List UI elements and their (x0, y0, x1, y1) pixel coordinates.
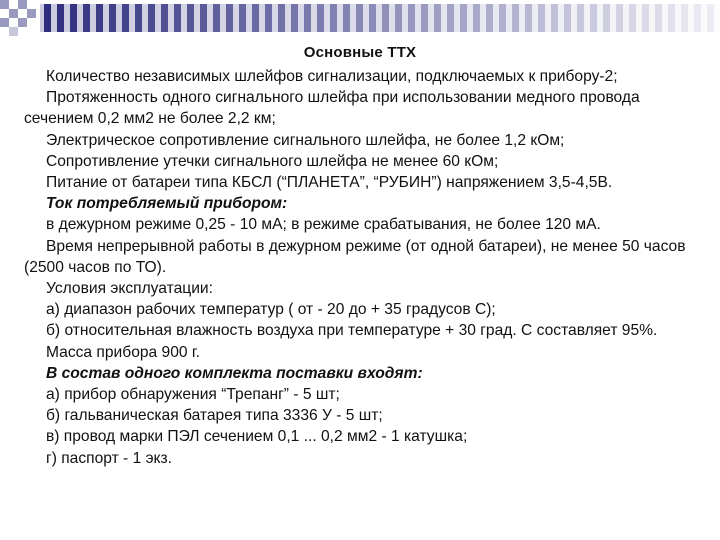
kit-item: г) паспорт - 1 экз. (46, 449, 173, 467)
header-band-bar (252, 4, 259, 32)
slide-title: Основные ТТХ (303, 44, 417, 61)
header-band-bar (551, 4, 558, 32)
header-band-bar (486, 4, 493, 32)
header-band-bar (382, 4, 389, 32)
header-band-bar (499, 4, 506, 32)
header-band-bar (83, 4, 90, 32)
kit-item: а) прибор обнаружения “Трепанг” - 5 шт; (46, 386, 340, 404)
header-band-bar (265, 4, 272, 32)
spec-item: Протяженность одного сигнального шлейфа при использовании медного провода сечением 0,2 мм2 не более 2,2 км; (24, 89, 640, 128)
header-band-bar (96, 4, 103, 32)
header-band-bar (239, 4, 246, 32)
header-band-bar (330, 4, 337, 32)
header-band-bar (226, 4, 233, 32)
header-band-bar (174, 4, 181, 32)
spec-list (24, 66, 694, 469)
spec-item: Условия эксплуатации: (46, 280, 213, 298)
header-band-bar (148, 4, 155, 32)
spec-item: Масса прибора 900 г. (46, 343, 201, 361)
header-band-bar (642, 4, 649, 32)
kit-item: б) гальваническая батарея типа 3336 У - 5 шт; (46, 407, 383, 425)
header-band-bar (629, 4, 636, 32)
spec-item: Питание от батареи типа КБСЛ (“ПЛАНЕТА”, “РУБИН”) напряжением 3,5-4,5В. (46, 174, 613, 192)
section-heading-kit: В состав одного комплекта поставки входят: (46, 364, 423, 382)
header-band-bar (694, 4, 701, 32)
header-band-bar (304, 4, 311, 32)
header-band-bar (616, 4, 623, 32)
header-band-bar (590, 4, 597, 32)
header-band-bar (135, 4, 142, 32)
header-band-bar (161, 4, 168, 32)
header-band-bar (668, 4, 675, 32)
header-band-bar (707, 4, 714, 32)
header-band-bar (278, 4, 285, 32)
header-band-bar (603, 4, 610, 32)
decorative-header-band (0, 0, 720, 40)
header-band-bar (44, 4, 51, 32)
section-heading-current: Ток потребляемый прибором: (46, 195, 288, 213)
kit-item: в) провод марки ПЭЛ сечением 0,1 ... 0,2 мм2 - 1 катушка; (46, 428, 468, 446)
header-band-bar (343, 4, 350, 32)
header-band-bar (525, 4, 532, 32)
header-band-bar (681, 4, 688, 32)
spec-item: Время непрерывной работы в дежурном режиме (от одной батареи), не менее 50 часов (2500 часов по ТО). (24, 237, 686, 276)
header-band-bar (317, 4, 324, 32)
header-band-bar (538, 4, 545, 32)
header-band-bar (434, 4, 441, 32)
header-band-bar (187, 4, 194, 32)
header-band-bar (577, 4, 584, 32)
spec-item: б) относительная влажность воздуха при температуре + 30 град. С составляет 95%. (46, 322, 658, 340)
header-band-bar (460, 4, 467, 32)
header-band-bar (122, 4, 129, 32)
header-band-bar (200, 4, 207, 32)
spec-item: Количество независимых шлейфов сигнализации, подключаемых к прибору-2; (46, 68, 618, 85)
header-band-bar (655, 4, 662, 32)
spec-item: а) диапазон рабочих температур ( от - 20 до + 35 градусов С); (46, 301, 496, 319)
header-band-bar (473, 4, 480, 32)
header-band-bar (291, 4, 298, 32)
header-band-bar (395, 4, 402, 32)
header-band-bar (109, 4, 116, 32)
spec-item: в дежурном режиме 0,25 - 10 мА; в режиме срабатывания, не более 120 мА. (46, 216, 601, 234)
header-band-bar (512, 4, 519, 32)
spec-item: Электрическое сопротивление сигнального шлейфа, не более 1,2 кОм; (46, 131, 565, 149)
header-band-bar (356, 4, 363, 32)
header-band-bar (369, 4, 376, 32)
header-band-bar (70, 4, 77, 32)
spec-item: Сопротивление утечки сигнального шлейфа не менее 60 кОм; (46, 152, 499, 170)
header-band-bar (447, 4, 454, 32)
header-band-bar (421, 4, 428, 32)
header-band-bar (57, 4, 64, 32)
header-band-bar (564, 4, 571, 32)
header-band-bar (408, 4, 415, 32)
header-band-bar (213, 4, 220, 32)
